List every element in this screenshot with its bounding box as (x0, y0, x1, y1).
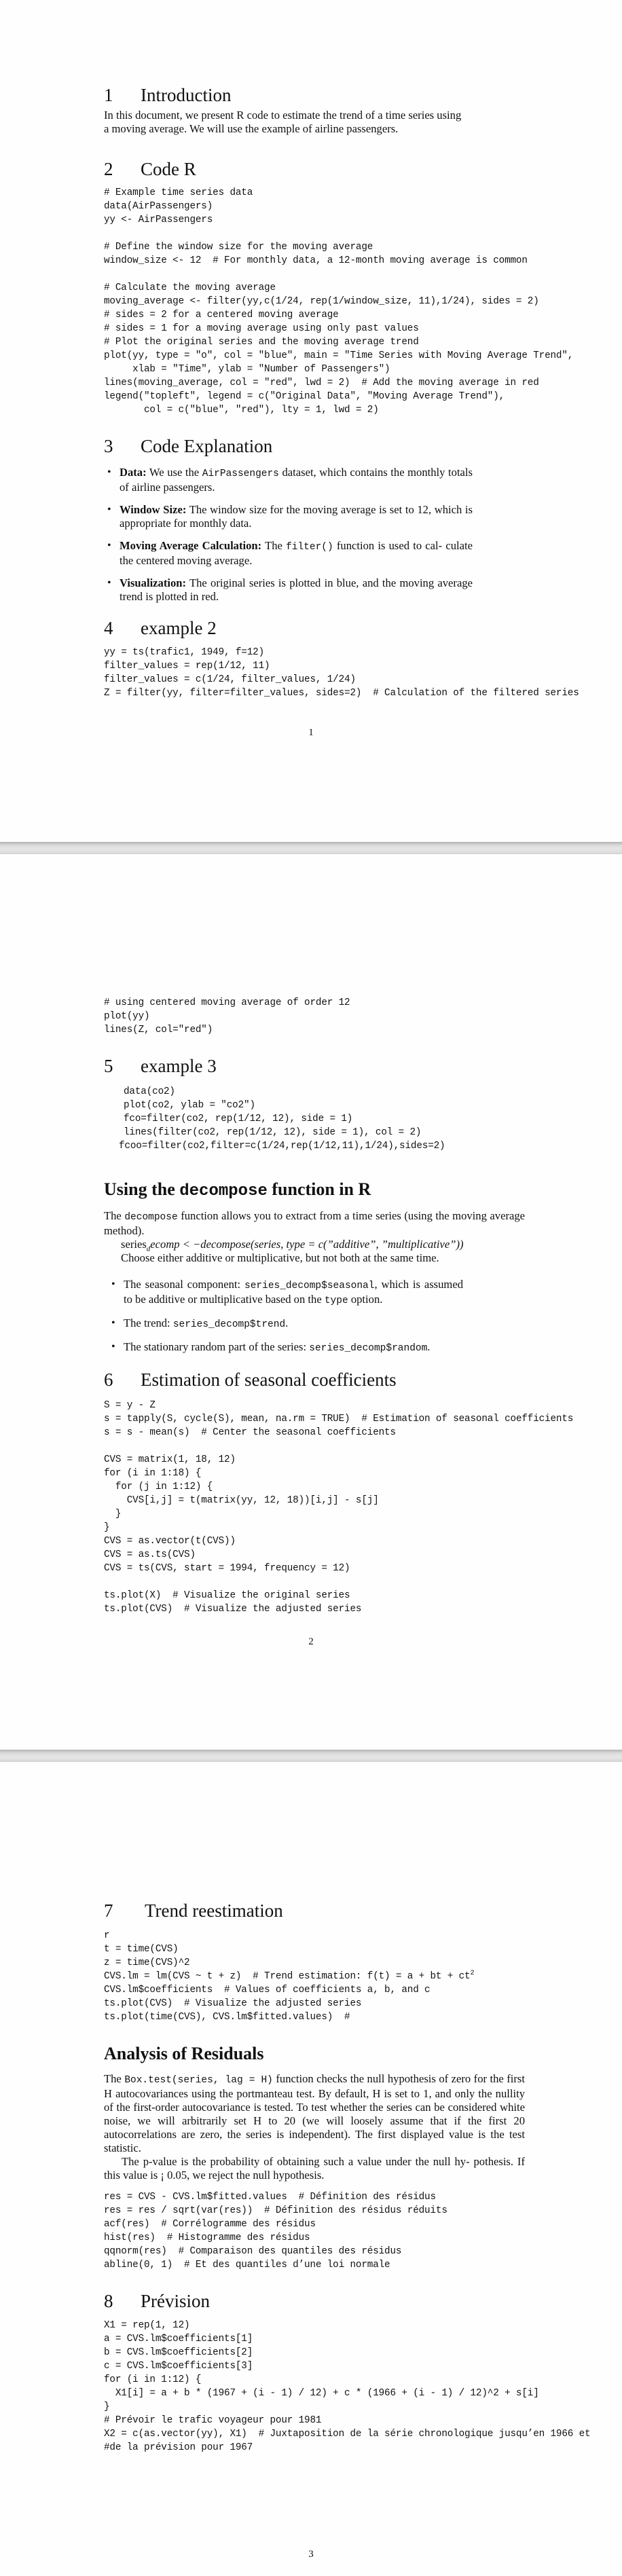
bullet-code: filter() (286, 542, 333, 553)
bullet-label: Window Size: (120, 503, 187, 516)
heading-text: function in R (272, 1179, 371, 1199)
code-line: yy = ts(trafic1, 1949, f=12) (104, 647, 265, 658)
bullet-item (120, 576, 473, 604)
code-line: } (104, 1522, 110, 1533)
bullet-code: type (324, 1295, 348, 1306)
code-line: X1 = rep(1, 12) (104, 2320, 190, 2331)
code-line: filter_values = c(1/24, filter_values, 1/24) (104, 674, 356, 685)
pvalue-paragraph: The p-value is the probability of obtaining such a value under the null hy- pothesis. If this value is ¡ 0.05, we reject the null hypothesis. (104, 2155, 525, 2182)
section-heading-code-explanation (104, 435, 541, 457)
code-line: res = res / sqrt(var(res)) # Définition des résidus réduits (104, 2205, 447, 2216)
code-line: plot(yy, type = "o", col = "blue", main = "Time Series with Moving Average Trend", (104, 350, 574, 361)
bullet-item (124, 1278, 463, 1308)
code-line: # Calculate the moving average (104, 282, 276, 293)
bullet-item (124, 1317, 463, 1331)
code-line: hist(res) # Histogramme des résidus (104, 2232, 310, 2243)
code-line: abline(0, 1) # Et des quantiles d’une loi normale (104, 2260, 390, 2270)
code-superscript: 2 (470, 1970, 475, 1978)
code-line: CVS[i,j] = t(matrix(yy, 12, 18))[i,j] - s[j] (104, 1495, 379, 1506)
code-line: qqnorm(res) # Comparaison des quantiles des résidus (104, 2246, 402, 2257)
explanation-list (104, 466, 473, 604)
code-line: plot(yy) (104, 1011, 150, 1022)
code-line: a = CVS.lm$coefficients[1] (104, 2334, 253, 2344)
bullet-text: We use the (149, 466, 200, 479)
page-number: 3 (308, 2549, 314, 2560)
para-code: decompose (124, 1212, 178, 1223)
bullet-item (120, 503, 473, 530)
section-title: Estimation of seasonal coefficients (141, 1369, 397, 1390)
bullet-label: Data: (120, 466, 147, 479)
code-line: X1[i] = a + b * (1967 + (i - 1) / 12) + c * (1966 + (i - 1) / 12)^2 + s[i] (104, 2388, 539, 2399)
page-number: 1 (308, 727, 314, 738)
bullet-text: function is used to cal- culate the centered moving average. (120, 539, 473, 567)
code-line: window_size <- 12 # For monthly data, a 12-month moving average is common (104, 255, 528, 266)
bullet-code: series_decomp$random (309, 1343, 428, 1354)
bullet-text: The seasonal component: (124, 1278, 241, 1291)
code-line: fco=filter(co2, rep(1/12, 12), side = 1) (124, 1114, 353, 1124)
section-title: example 2 (141, 618, 217, 638)
code-line: lines(moving_average, col = "red", lwd = 2) # Add the moving average in red (104, 378, 539, 388)
spacer (104, 2182, 541, 2190)
section-number: 8 (104, 2291, 113, 2311)
code-line: # sides = 1 for a moving average using only past values (104, 323, 419, 334)
bullet-code: series_decomp$trend (172, 1319, 286, 1330)
code-line: } (104, 2402, 110, 2412)
para-text: The (104, 2072, 122, 2085)
bullet-text: The original series is plotted in blue, and the moving average trend is plotted in red. (120, 576, 473, 603)
code-line: data(co2) (124, 1086, 175, 1097)
code-line: # Plot the original series and the moving average trend (104, 337, 419, 348)
math-text: series (121, 1238, 147, 1251)
decompose-formula (104, 1238, 541, 1251)
bullet-code: series_decomp$seasonal (244, 1281, 375, 1291)
code-line: Z = filter(yy, filter=filter_values, sides=2) # Calculation of the filtered series (104, 688, 579, 699)
code-line: moving_average <- filter(yy,c(1/24, rep(1/window_size, 11),1/24), sides = 2) (104, 296, 539, 307)
code-text: CVS.lm = lm(CVS ~ t + z) # Trend estimation: f(t) = a + bt + ct (104, 1971, 471, 1982)
para-text: function checks the null hypothesis of zero for the first H autocovariances using the portmanteau test. By default, H is set to 1, and only the nullity of the first-order autocovariance is tested. To test whether the series can be considered white noise, we will arbitrarily set H to 20 (we will loosely assume that if the first 20 autocorrelations are zero, the series is independent). The first displayed value is the test statistic. (104, 2072, 525, 2154)
bullet-text: option. (350, 1293, 383, 1306)
blank-line (104, 1575, 541, 1589)
code-line: r (104, 1930, 110, 1941)
para-text: function allows you to extract from a time series (using the moving average method). (104, 1209, 525, 1237)
code-line: S = y - Z (104, 1400, 156, 1411)
section-number: 3 (104, 436, 113, 456)
code-line: for (i in 1:12) { (104, 2374, 202, 2385)
section-number: 4 (104, 618, 113, 638)
page-1 (0, 0, 622, 842)
code-line: lines(filter(co2, rep(1/12, 12), side = 1), col = 2) (124, 1127, 422, 1138)
bullet-text: . (285, 1317, 289, 1329)
section-heading-example-2 (104, 617, 541, 639)
section-number: 5 (104, 1056, 113, 1076)
code-line: for (i in 1:18) { (104, 1468, 202, 1479)
subsection-heading-decompose (104, 1179, 541, 1202)
code-line: xlab = "Time", ylab = "Number of Passengers") (104, 364, 390, 375)
code-line: acf(res) # Corrélogramme des résidus (104, 2219, 316, 2230)
section-number: 7 (104, 1900, 113, 1921)
code-line: t = time(CVS) (104, 1944, 179, 1955)
code-line: #de la prévision pour 1967 (104, 2442, 253, 2453)
code-line: # Define the window size for the moving average (104, 242, 373, 253)
section-title: Trend reestimation (145, 1900, 283, 1921)
code-line: fcoo=filter(co2,filter=c(1/24,rep(1/12,11),1/24),sides=2) (119, 1141, 445, 1152)
para-text: The (104, 1209, 122, 1222)
section-title: Prévision (141, 2291, 211, 2311)
blank-line (104, 1439, 541, 1453)
code-line: lines(Z, col="red") (104, 1025, 213, 1035)
code-line: z = time(CVS)^2 (104, 1957, 190, 1968)
code-line: s = tapply(S, cycle(S), mean, na.rm = TRUE) # Estimation of seasonal coefficients (104, 1414, 574, 1424)
section-title: Code R (141, 159, 196, 179)
code-line: CVS = ts(CVS, start = 1994, frequency = 12) (104, 1563, 350, 1574)
section-number: 2 (104, 159, 113, 179)
bullet-item (120, 539, 473, 568)
bullet-label: Moving Average Calculation: (120, 539, 262, 552)
code-line: for (j in 1:12) { (104, 1482, 213, 1492)
decompose-paragraph (104, 1209, 525, 1238)
code-line (104, 1970, 541, 1983)
bullet-text: The window size for the moving average is set to 12, which is appropriate for monthly data. (120, 503, 473, 530)
code-line: legend("topleft", legend = c("Original Data", "Moving Average Trend"), (104, 391, 505, 402)
page-2 (0, 854, 622, 1750)
section-title: example 3 (141, 1056, 217, 1076)
code-line: data(AirPassengers) (104, 201, 213, 212)
code-line: s = s - mean(s) # Center the seasonal coefficients (104, 1427, 396, 1438)
decompose-list (104, 1278, 463, 1355)
section-heading-example-3 (104, 1055, 541, 1077)
bullet-item (124, 1340, 463, 1355)
bullet-text: , which is assumed to be additive or multiplicative based on the (124, 1278, 464, 1306)
section-number: 6 (104, 1369, 113, 1390)
bullet-code: AirPassengers (202, 468, 279, 479)
code-line: # using centered moving average of order 12 (104, 997, 350, 1008)
code-line: CVS = as.vector(t(CVS)) (104, 1536, 236, 1547)
code-line: yy <- AirPassengers (104, 215, 213, 225)
math-text: ecomp < −decompose(series, type = c(”additive”, ”multiplicative”)) (150, 1238, 464, 1251)
code-line: ts.plot(CVS) # Visualize the adjusted series (104, 1604, 362, 1615)
page-number: 2 (308, 1636, 314, 1647)
page-separator (0, 1750, 622, 1762)
bullet-text: The (265, 539, 282, 552)
code-line: ts.plot(X) # Visualize the original series (104, 1590, 350, 1601)
subsection-heading-residuals: Analysis of Residuals (104, 2044, 264, 2063)
decompose-choose-text: Choose either additive or multiplicative, but not both at the same time. (121, 1251, 439, 1264)
section-heading-seasonal-coefficients (104, 1369, 541, 1391)
section-heading-trend-reestimation (104, 1900, 541, 1921)
code-line: ts.plot(time(CVS), CVS.lm$fitted.values) # (104, 2012, 350, 2023)
code-line: CVS = matrix(1, 18, 12) (104, 1454, 236, 1465)
bullet-item (120, 466, 473, 494)
page-separator (0, 842, 622, 854)
code-line: filter_values = rep(1/12, 11) (104, 661, 270, 671)
intro-line-2: a moving average. We will use the example of airline passengers. (104, 122, 399, 135)
heading-text: Using the (104, 1179, 175, 1199)
code-line: b = CVS.lm$coefficients[2] (104, 2347, 253, 2358)
para-code: Box.test(series, lag = H) (124, 2075, 273, 2086)
code-line: # Prévoir le trafic voyageur pour 1981 (104, 2415, 322, 2426)
section-heading-prevision (104, 2290, 541, 2312)
bullet-text: The stationary random part of the series: (124, 1340, 307, 1353)
code-line: ts.plot(CVS) # Visualize the adjusted series (104, 1998, 362, 2009)
code-line: res = CVS - CVS.lm$fitted.values # Définition des résidus (104, 2192, 436, 2203)
page-3 (0, 1762, 622, 2576)
bullet-label: Visualization: (120, 576, 187, 589)
section-heading-code-r (104, 158, 541, 180)
code-line: c = CVS.lm$coefficients[3] (104, 2361, 253, 2372)
bullet-text: The trend: (124, 1317, 170, 1329)
math-subscript: d (146, 1245, 151, 1253)
section-title: Code Explanation (141, 436, 273, 456)
code-line: CVS.lm$coefficients # Values of coefficients a, b, and c (104, 1985, 431, 1995)
section-title: Introduction (141, 85, 232, 105)
bullet-text: dataset, which contains the monthly totals of airline passengers. (120, 466, 473, 494)
intro-line-1: In this document, we present R code to estimate the trend of a time series using (104, 109, 462, 122)
code-line: X2 = c(as.vector(yy), X1) # Juxtaposition de la série chronologique jusqu’en 1966 et (104, 2429, 591, 2440)
code-line: # sides = 2 for a centered moving average (104, 310, 339, 320)
code-line: # Example time series data (104, 187, 253, 198)
section-heading-introduction (104, 84, 541, 106)
heading-code: decompose (179, 1182, 268, 1200)
bullet-text: . (427, 1340, 431, 1353)
blank-line (104, 268, 541, 281)
residuals-paragraph (104, 2072, 525, 2155)
code-line: } (104, 1509, 122, 1520)
code-line: col = c("blue", "red"), lty = 1, lwd = 2) (104, 405, 379, 416)
section-number: 1 (104, 85, 113, 105)
code-line: CVS = as.ts(CVS) (104, 1549, 196, 1560)
blank-line (104, 227, 541, 240)
code-line: plot(co2, ylab = "co2") (124, 1100, 255, 1111)
